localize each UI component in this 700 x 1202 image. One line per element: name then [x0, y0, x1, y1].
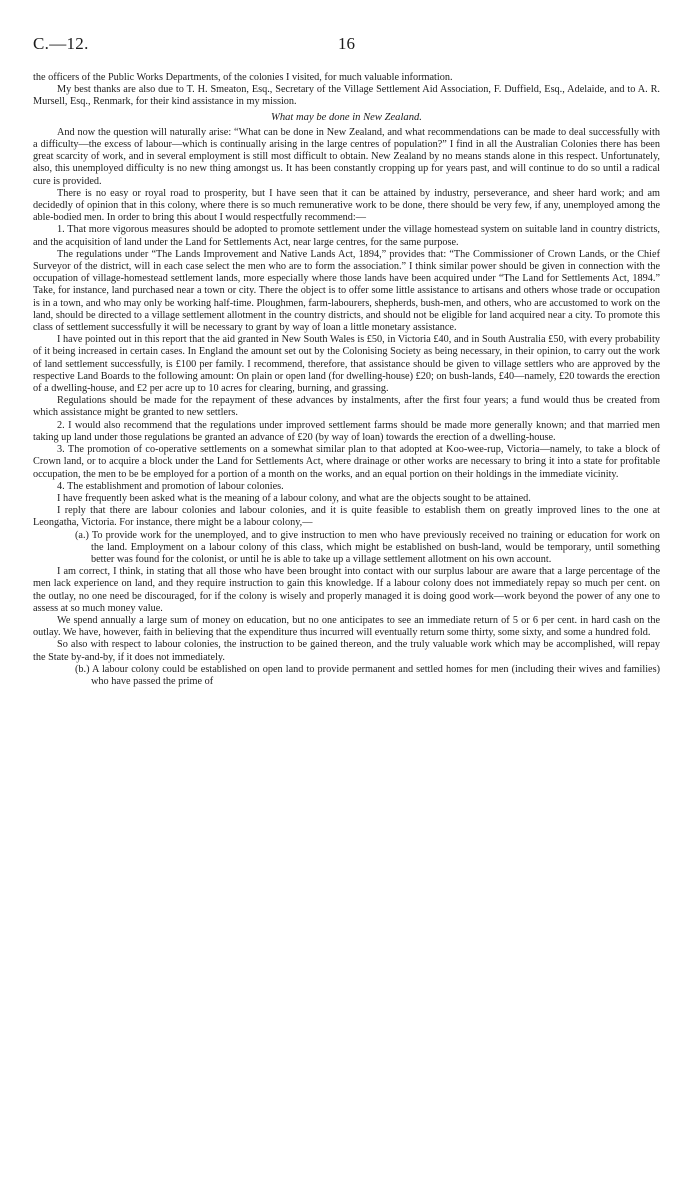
paragraph: 4. The establishment and promotion of labour colonies. — [57, 480, 284, 492]
sub-item-a: (a.) To provide work for the unemployed, and to give instruction to men who have previously received no training or education for work on the land. Employment on a labour colony of this class, which might be established on bush-land, would be temporary, until something better was found for the colonist, or until he is able to take up a village settlement allotment on his own account. — [75, 529, 660, 565]
paragraph: 3. The promotion of co-operative settlements on a somewhat similar plan to that adopted at Koo-wee-rup, Victoria—namely, to take a block of Crown land, or to acquire a block under the Land for Settlements Act, where drainage or other works are necessary to bring it into a state for profitable occupation, the men to be be employed for a portion of a month on the works, and an equal portion on their holdings in the immediate vicinity. — [33, 444, 660, 480]
paragraph: I am correct, I think, in stating that all those who have been brought into contact with our surplus labour are aware that a large percentage of the men lack experience on land, and they require instruction to gain this knowledge. If a labour colony does not immediately repay so much per cent. on the outlay, no one need be discouraged, for if the colony is wisely and properly managed it is doing good work—work beyond the power of any one to assess at so much money value. — [33, 566, 660, 614]
paragraph: I have pointed out in this report that the aid granted in New South Wales is £50, in Victoria £40, and in South Australia £50, with every probability of it being increased in certain cases. In England the amount set out by the Colonising Society as being necessary, in their opinion, to carry out the work of land settlement successfully, is £100 per family. I recommend, therefore, that assistance should be given to village settlers who are approved by the respective Land Boards to the following amount: On plain or open land (for dwelling-house) £20; on bush-lands, £40—namely, £20 towards the erection of a dwelling-house, and £2 per acre up to 10 acres for clearing, burning, and grassing. — [33, 334, 661, 395]
paragraph: 1. That more vigorous measures should be adopted to promote settlement under the village homestead system on suitable land in country districts, and the acquisition of land under the Land for Settlements Act, near large centres, for the same purpose. — [33, 224, 660, 248]
page-header — [33, 34, 660, 56]
page-number: 16 — [338, 34, 355, 53]
sub-item-b: (b.) A labour colony could be established on open land to provide permanent and settled homes for men (including their wives and families) who have passed the prime of — [75, 663, 660, 687]
body-text — [33, 72, 660, 688]
paragraph: the officers of the Public Works Departments, of the colonies I visited, for much valuable information. — [33, 72, 453, 83]
paragraph: The regulations under “The Lands Improvement and Native Lands Act, 1894,” provides that: “The Commissioner of Crown Lands, or the Chief Surveyor of the district, will in each case select the men who are to form the association.” I think similar power should be given in connection with the occupation of village-homestead settlement lands, more especially where those lands have been acquired under “The Land for Settlements Act, 1894.” Take, for instance, land purchased near a town or city. There the object is to offer some little assistance to artisans and others whose trade or occupation is in a town, and who may only be working half-time. Ploughmen, farm-labourers, shepherds, bush-men, and others, who are accustomed to work on the land, should be directed to a village settlement allotment in the country districts, and should not be eligible for land acquired near a city. To promote this class of settlement successfully it will be necessary to grant by way of loan a little monetary assistance. — [33, 248, 660, 334]
paragraph: I have frequently been asked what is the meaning of a labour colony, and what are the objects sought to be attained. — [57, 492, 531, 504]
paragraph: Regulations should be made for the repayment of these advances by instalments, after the first four years; a fund would thus be created from which assistance might be granted to new settlers. — [33, 395, 660, 419]
paragraph: 2. I would also recommend that the regulations under improved settlement farms should be made more generally known; and that married men taking up land under those regulations be granted an advance of £20 (by way of loan) towards the erection of a dwelling-house. — [33, 419, 660, 443]
paragraph: I reply that there are labour colonies and labour colonies, and it is quite feasible to establish them on greatly improved lines to the one at Leongatha, Victoria. For instance, there might be a labour colony,— — [33, 505, 660, 529]
paragraph: So also with respect to labour colonies, the instruction to be gained thereon, and the truly valuable work which may be accomplished, will repay the State by-and-by, if it does not immediately. — [33, 639, 660, 663]
page-reference: C.—12. — [33, 34, 89, 53]
paragraph: We spend annually a large sum of money on education, but no one anticipates to see an immediate return of 5 or 6 per cent. in hard cash on the outlay. We have, however, faith in believing that the expenditure thus incurred will eventually return some thirty, some sixty, and some a hundred fold. — [33, 614, 660, 639]
section-heading: What may be done in New Zealand. — [271, 111, 422, 123]
paragraph: My best thanks are also due to T. H. Smeaton, Esq., Secretary of the Village Settlement Aid Association, F. Duffield, Esq., Adelaide, and to A. R. Mursell, Esq., Renmark, for their kind assistance in my mission. — [33, 84, 660, 108]
paragraph: And now the question will naturally arise: “What can be done in New Zealand, and what recommendations can be made to deal successfully with a difficulty—the excess of labour—which is continually arising in the large centres of population?” I find in all the Australian Colonies there has been great scarcity of work, and in several employment is still most difficult to obtain. New Zealand by no means stands alone in this respect. Unfortunately, also, this unemployed difficulty is no new thing amongst us. It has been constantly cropping up for years past, and will continue to do so until a radical cure is provided. — [33, 126, 660, 187]
paragraph: There is no easy or royal road to prosperity, but I have seen that it can be attained by industry, perseverance, and sheer hard work; and am decidedly of opinion that in this colony, where there is so much remunerative work to be done, there should be very few, if any, unemployed among the able-bodied men. In order to bring this about I would respectfully recommend:— — [33, 187, 660, 224]
